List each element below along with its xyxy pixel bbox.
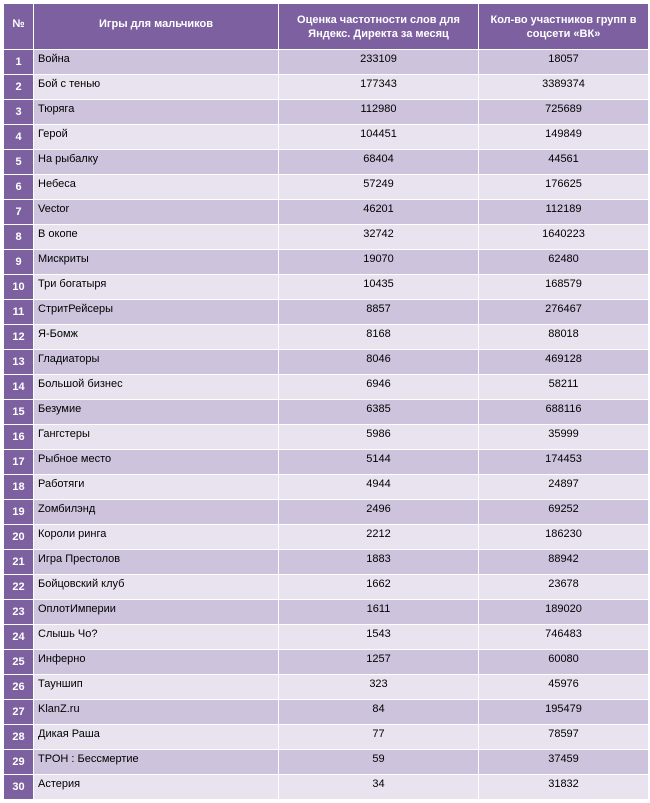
vk-members: 24897 bbox=[479, 475, 649, 500]
row-number: 9 bbox=[4, 250, 34, 275]
table-row bbox=[4, 500, 649, 525]
yandex-frequency: 6946 bbox=[279, 375, 479, 400]
vk-members: 725689 bbox=[479, 100, 649, 125]
game-name: ТРОН : Бессмертие bbox=[34, 750, 279, 775]
table-header bbox=[4, 4, 649, 50]
table-row bbox=[4, 50, 649, 75]
vk-members: 1640223 bbox=[479, 225, 649, 250]
yandex-frequency: 10435 bbox=[279, 275, 479, 300]
game-name: Рыбное место bbox=[34, 450, 279, 475]
header-vk-members: Кол-во участников групп в соцсети «ВК» bbox=[479, 4, 649, 50]
table-body bbox=[4, 50, 649, 800]
table-row bbox=[4, 200, 649, 225]
vk-members: 18057 bbox=[479, 50, 649, 75]
yandex-frequency: 1662 bbox=[279, 575, 479, 600]
row-number: 29 bbox=[4, 750, 34, 775]
row-number: 4 bbox=[4, 125, 34, 150]
table-row bbox=[4, 550, 649, 575]
header-game-name: Игры для мальчиков bbox=[34, 4, 279, 50]
table-row bbox=[4, 250, 649, 275]
table-row bbox=[4, 325, 649, 350]
yandex-frequency: 1257 bbox=[279, 650, 479, 675]
vk-members: 276467 bbox=[479, 300, 649, 325]
table-row bbox=[4, 175, 649, 200]
table-row bbox=[4, 675, 649, 700]
games-table-container bbox=[3, 3, 648, 800]
vk-members: 45976 bbox=[479, 675, 649, 700]
game-name: Vector bbox=[34, 200, 279, 225]
game-name: Тюряга bbox=[34, 100, 279, 125]
vk-members: 60080 bbox=[479, 650, 649, 675]
yandex-frequency: 84 bbox=[279, 700, 479, 725]
yandex-frequency: 5986 bbox=[279, 425, 479, 450]
game-name: СтритРейсеры bbox=[34, 300, 279, 325]
game-name: Герой bbox=[34, 125, 279, 150]
row-number: 1 bbox=[4, 50, 34, 75]
table-row bbox=[4, 650, 649, 675]
game-name: Zомбилэнд bbox=[34, 500, 279, 525]
game-name: Безумие bbox=[34, 400, 279, 425]
row-number: 22 bbox=[4, 575, 34, 600]
table-row bbox=[4, 300, 649, 325]
game-name: Тауншип bbox=[34, 675, 279, 700]
row-number: 23 bbox=[4, 600, 34, 625]
yandex-frequency: 8046 bbox=[279, 350, 479, 375]
yandex-frequency: 1611 bbox=[279, 600, 479, 625]
row-number: 3 bbox=[4, 100, 34, 125]
vk-members: 469128 bbox=[479, 350, 649, 375]
row-number: 18 bbox=[4, 475, 34, 500]
table-row bbox=[4, 625, 649, 650]
vk-members: 44561 bbox=[479, 150, 649, 175]
row-number: 25 bbox=[4, 650, 34, 675]
table-row bbox=[4, 425, 649, 450]
row-number: 13 bbox=[4, 350, 34, 375]
yandex-frequency: 19070 bbox=[279, 250, 479, 275]
table-row bbox=[4, 775, 649, 800]
vk-members: 69252 bbox=[479, 500, 649, 525]
row-number: 20 bbox=[4, 525, 34, 550]
vk-members: 35999 bbox=[479, 425, 649, 450]
yandex-frequency: 104451 bbox=[279, 125, 479, 150]
vk-members: 174453 bbox=[479, 450, 649, 475]
game-name: Небеса bbox=[34, 175, 279, 200]
row-number: 24 bbox=[4, 625, 34, 650]
game-name: Бойцовский клуб bbox=[34, 575, 279, 600]
table-row bbox=[4, 725, 649, 750]
row-number: 26 bbox=[4, 675, 34, 700]
yandex-frequency: 112980 bbox=[279, 100, 479, 125]
table-row bbox=[4, 350, 649, 375]
vk-members: 37459 bbox=[479, 750, 649, 775]
row-number: 7 bbox=[4, 200, 34, 225]
game-name: На рыбалку bbox=[34, 150, 279, 175]
row-number: 8 bbox=[4, 225, 34, 250]
game-name: Дикая Раша bbox=[34, 725, 279, 750]
table-row bbox=[4, 150, 649, 175]
row-number: 6 bbox=[4, 175, 34, 200]
vk-members: 168579 bbox=[479, 275, 649, 300]
game-name: В окопе bbox=[34, 225, 279, 250]
games-table bbox=[3, 3, 649, 800]
row-number: 12 bbox=[4, 325, 34, 350]
row-number: 5 bbox=[4, 150, 34, 175]
game-name: Я-Бомж bbox=[34, 325, 279, 350]
yandex-frequency: 68404 bbox=[279, 150, 479, 175]
table-row bbox=[4, 75, 649, 100]
row-number: 11 bbox=[4, 300, 34, 325]
vk-members: 746483 bbox=[479, 625, 649, 650]
game-name: KlanZ.ru bbox=[34, 700, 279, 725]
vk-members: 23678 bbox=[479, 575, 649, 600]
game-name: Гладиаторы bbox=[34, 350, 279, 375]
vk-members: 189020 bbox=[479, 600, 649, 625]
vk-members: 78597 bbox=[479, 725, 649, 750]
row-number: 30 bbox=[4, 775, 34, 800]
table-row bbox=[4, 475, 649, 500]
row-number: 21 bbox=[4, 550, 34, 575]
yandex-frequency: 46201 bbox=[279, 200, 479, 225]
vk-members: 88018 bbox=[479, 325, 649, 350]
yandex-frequency: 2212 bbox=[279, 525, 479, 550]
table-row bbox=[4, 125, 649, 150]
row-number: 2 bbox=[4, 75, 34, 100]
vk-members: 112189 bbox=[479, 200, 649, 225]
game-name: Мискриты bbox=[34, 250, 279, 275]
vk-members: 186230 bbox=[479, 525, 649, 550]
vk-members: 88942 bbox=[479, 550, 649, 575]
table-row bbox=[4, 575, 649, 600]
game-name: Астерия bbox=[34, 775, 279, 800]
game-name: Работяги bbox=[34, 475, 279, 500]
table-row bbox=[4, 275, 649, 300]
yandex-frequency: 5144 bbox=[279, 450, 479, 475]
row-number: 19 bbox=[4, 500, 34, 525]
game-name: Слышь Чо? bbox=[34, 625, 279, 650]
yandex-frequency: 34 bbox=[279, 775, 479, 800]
yandex-frequency: 233109 bbox=[279, 50, 479, 75]
game-name: ОплотИмперии bbox=[34, 600, 279, 625]
header-row bbox=[4, 4, 649, 50]
row-number: 16 bbox=[4, 425, 34, 450]
yandex-frequency: 323 bbox=[279, 675, 479, 700]
vk-members: 31832 bbox=[479, 775, 649, 800]
row-number: 28 bbox=[4, 725, 34, 750]
header-number: № bbox=[4, 4, 34, 50]
table-row bbox=[4, 750, 649, 775]
yandex-frequency: 4944 bbox=[279, 475, 479, 500]
game-name: Игра Престолов bbox=[34, 550, 279, 575]
yandex-frequency: 8857 bbox=[279, 300, 479, 325]
vk-members: 62480 bbox=[479, 250, 649, 275]
game-name: Война bbox=[34, 50, 279, 75]
row-number: 17 bbox=[4, 450, 34, 475]
yandex-frequency: 77 bbox=[279, 725, 479, 750]
vk-members: 149849 bbox=[479, 125, 649, 150]
table-row bbox=[4, 700, 649, 725]
yandex-frequency: 2496 bbox=[279, 500, 479, 525]
game-name: Гангстеры bbox=[34, 425, 279, 450]
vk-members: 688116 bbox=[479, 400, 649, 425]
table-row bbox=[4, 525, 649, 550]
row-number: 15 bbox=[4, 400, 34, 425]
table-row bbox=[4, 600, 649, 625]
game-name: Инферно bbox=[34, 650, 279, 675]
vk-members: 3389374 bbox=[479, 75, 649, 100]
yandex-frequency: 177343 bbox=[279, 75, 479, 100]
yandex-frequency: 32742 bbox=[279, 225, 479, 250]
game-name: Бой с тенью bbox=[34, 75, 279, 100]
table-row bbox=[4, 225, 649, 250]
vk-members: 58211 bbox=[479, 375, 649, 400]
row-number: 27 bbox=[4, 700, 34, 725]
header-yandex-frequency: Оценка частотности слов для Яндекс. Директа за месяц bbox=[279, 4, 479, 50]
yandex-frequency: 6385 bbox=[279, 400, 479, 425]
vk-members: 195479 bbox=[479, 700, 649, 725]
yandex-frequency: 57249 bbox=[279, 175, 479, 200]
game-name: Три богатыря bbox=[34, 275, 279, 300]
game-name: Короли ринга bbox=[34, 525, 279, 550]
yandex-frequency: 1883 bbox=[279, 550, 479, 575]
vk-members: 176625 bbox=[479, 175, 649, 200]
yandex-frequency: 59 bbox=[279, 750, 479, 775]
yandex-frequency: 8168 bbox=[279, 325, 479, 350]
table-row bbox=[4, 400, 649, 425]
row-number: 14 bbox=[4, 375, 34, 400]
table-row bbox=[4, 450, 649, 475]
table-row bbox=[4, 375, 649, 400]
table-row bbox=[4, 100, 649, 125]
game-name: Большой бизнес bbox=[34, 375, 279, 400]
yandex-frequency: 1543 bbox=[279, 625, 479, 650]
row-number: 10 bbox=[4, 275, 34, 300]
